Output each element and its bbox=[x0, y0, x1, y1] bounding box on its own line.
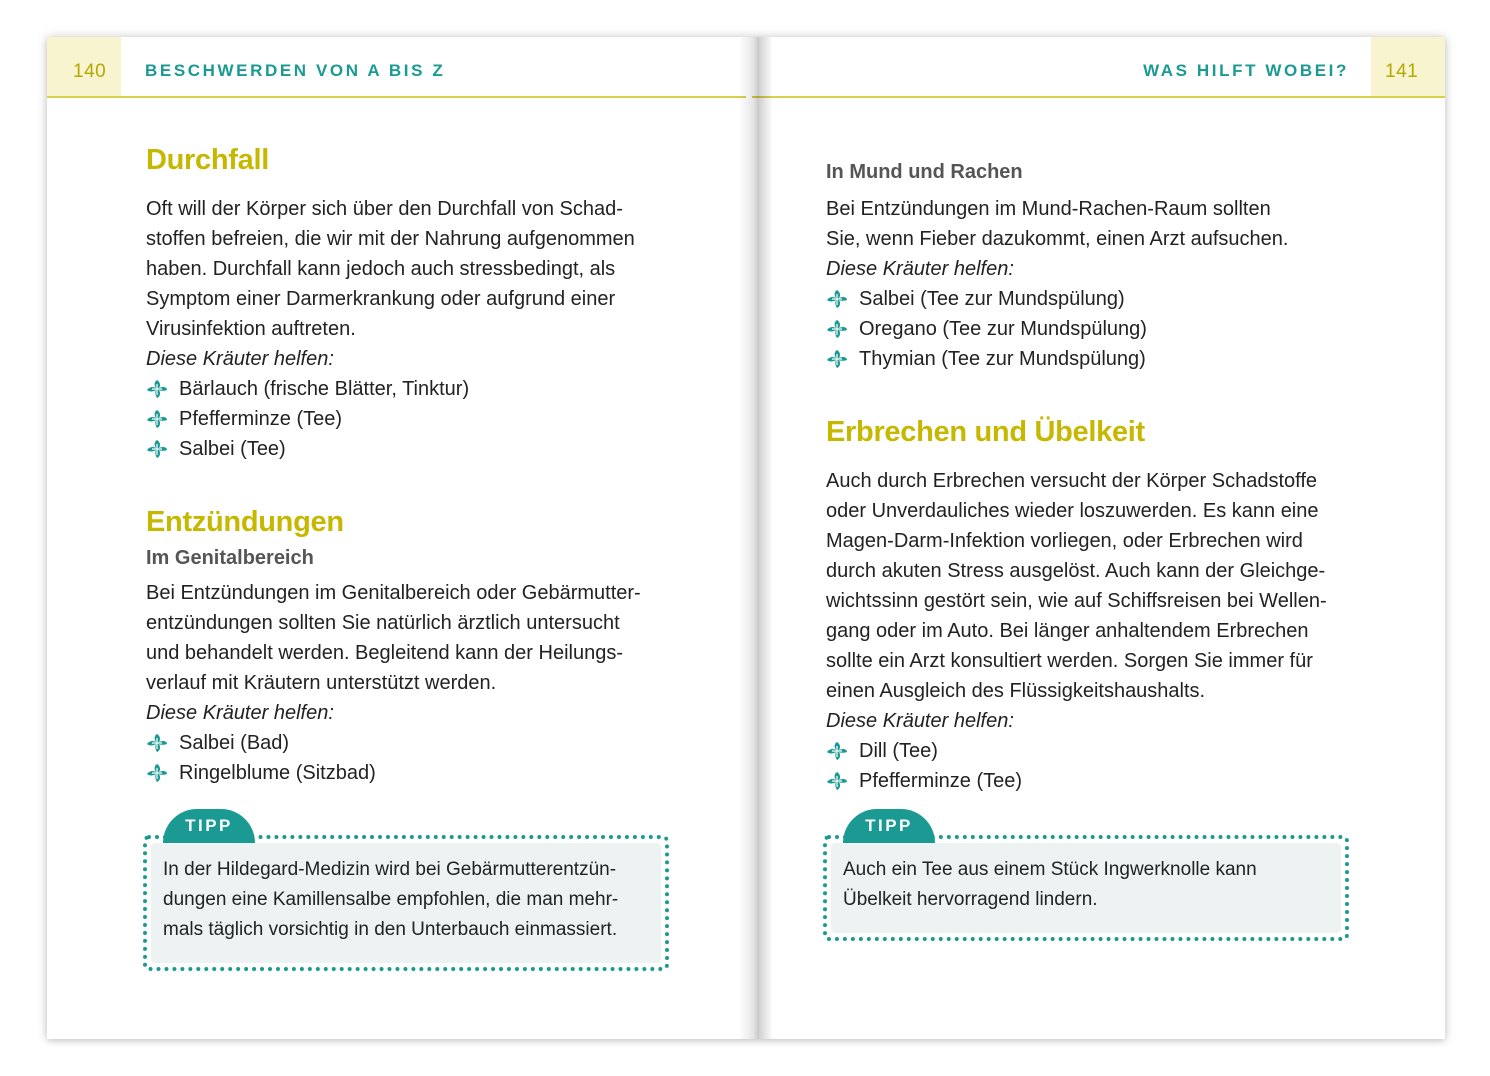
left-column bbox=[146, 142, 686, 788]
heading-durchfall: Durchfall bbox=[146, 144, 269, 176]
herb-name: Thymian (Tee zur Mundspülung) bbox=[859, 348, 1146, 370]
subheading-genitalbereich: Im Genitalbereich bbox=[146, 547, 314, 569]
herb-leaf-icon bbox=[146, 763, 168, 783]
entzuendungen-body bbox=[146, 578, 686, 698]
herb-list-item bbox=[146, 434, 686, 464]
herb-leaf-icon bbox=[826, 349, 848, 369]
text-line: gang oder im Auto. Bei länger anhaltendem Erbrechen bbox=[826, 620, 1309, 642]
tip-line: In der Hildegard-Medizin wird bei Gebärmutterentzün- bbox=[163, 859, 617, 880]
text-line: wichtssinn gestört sein, wie auf Schiffsreisen bei Wellen- bbox=[826, 590, 1327, 612]
tip-text bbox=[843, 855, 1343, 915]
herb-list-item bbox=[146, 728, 686, 758]
text-line: Symptom einer Darmerkrankung oder aufgrund einer bbox=[146, 288, 616, 310]
text-line: Magen-Darm-Infektion vorliegen, oder Erbrechen wird bbox=[826, 530, 1303, 552]
herb-leaf-icon bbox=[146, 379, 168, 399]
herb-list-item bbox=[826, 766, 1366, 796]
spine-shadow-right bbox=[759, 37, 773, 1039]
herb-leaf-icon bbox=[826, 289, 848, 309]
left-header-rule bbox=[47, 96, 746, 98]
right-page-number: 141 bbox=[1385, 61, 1419, 82]
text-line: und behandelt werden. Begleitend kann der Heilungs- bbox=[146, 642, 624, 664]
herb-list-erbrechen bbox=[826, 736, 1366, 796]
herb-list-mund bbox=[826, 284, 1366, 374]
herb-name: Salbei (Tee zur Mundspülung) bbox=[859, 288, 1125, 310]
subheading-mund-rachen: In Mund und Rachen bbox=[826, 161, 1023, 183]
herb-leaf-icon bbox=[826, 741, 848, 761]
text-line: oder Unverdauliches wieder loszuwerden. Es kann eine bbox=[826, 500, 1319, 522]
text-line: Bei Entzündungen im Mund-Rachen-Raum sollten bbox=[826, 198, 1271, 220]
herb-list-item bbox=[826, 344, 1366, 374]
herb-list-item bbox=[146, 374, 686, 404]
herb-name: Pfefferminze (Tee) bbox=[179, 408, 343, 430]
herb-name: Bärlauch (frische Blätter, Tinktur) bbox=[179, 378, 470, 400]
text-line: haben. Durchfall kann jedoch auch stressbedingt, als bbox=[146, 258, 616, 280]
tip-label: TIPP bbox=[163, 809, 255, 843]
left-page-number: 140 bbox=[73, 61, 107, 82]
heading-entzuendungen: Entzündungen bbox=[146, 506, 344, 538]
text-line: stoffen befreien, die wir mit der Nahrung aufgenommen bbox=[146, 228, 635, 250]
left-running-head: BESCHWERDEN VON A BIS Z bbox=[145, 61, 446, 80]
tip-line: Übelkeit hervorragend lindern. bbox=[843, 889, 1098, 910]
herb-list-item bbox=[826, 284, 1366, 314]
right-column bbox=[826, 158, 1366, 796]
text-line: Bei Entzündungen im Genitalbereich oder Gebärmutter- bbox=[146, 582, 641, 604]
durchfall-body bbox=[146, 194, 686, 344]
herb-list-item bbox=[146, 758, 686, 788]
text-line: Sie, wenn Fieber dazukommt, einen Arzt aufsuchen. bbox=[826, 228, 1289, 250]
herb-list-item bbox=[826, 736, 1366, 766]
text-line: Virusinfektion auftreten. bbox=[146, 318, 356, 340]
herbs-label: Diese Kräuter helfen: bbox=[826, 258, 1014, 280]
tip-line: mals täglich vorsichtig in den Unterbauch einmassiert. bbox=[163, 919, 618, 940]
herb-list-item bbox=[146, 404, 686, 434]
herb-name: Salbei (Bad) bbox=[179, 732, 290, 754]
herbs-label: Diese Kräuter helfen: bbox=[146, 348, 334, 370]
herb-name: Salbei (Tee) bbox=[179, 438, 286, 460]
tip-line: Auch ein Tee aus einem Stück Ingwerknolle kann bbox=[843, 859, 1257, 880]
herb-name: Oregano (Tee zur Mundspülung) bbox=[859, 318, 1147, 340]
right-header-rule bbox=[752, 96, 1445, 98]
text-line: Auch durch Erbrechen versucht der Körper Schadstoffe bbox=[826, 470, 1318, 492]
herb-list-durchfall bbox=[146, 374, 686, 464]
tip-label: TIPP bbox=[843, 809, 935, 843]
text-line: entzündungen sollten Sie natürlich ärztlich untersucht bbox=[146, 612, 620, 634]
heading-erbrechen: Erbrechen und Übelkeit bbox=[826, 416, 1145, 448]
herbs-label: Diese Kräuter helfen: bbox=[826, 710, 1014, 732]
herb-leaf-icon bbox=[826, 771, 848, 791]
spine-shadow-left bbox=[739, 37, 759, 1039]
mund-body bbox=[826, 194, 1366, 254]
tip-box-right bbox=[823, 809, 1349, 941]
herb-name: Pfefferminze (Tee) bbox=[859, 770, 1023, 792]
herbs-label: Diese Kräuter helfen: bbox=[146, 702, 334, 724]
text-line: Oft will der Körper sich über den Durchfall von Schad- bbox=[146, 198, 623, 220]
herb-leaf-icon bbox=[146, 733, 168, 753]
herb-name: Dill (Tee) bbox=[859, 740, 938, 762]
tip-box-left bbox=[143, 809, 669, 971]
tip-text bbox=[163, 855, 663, 945]
herb-leaf-icon bbox=[826, 319, 848, 339]
text-line: sollte ein Arzt konsultiert werden. Sorgen Sie immer für bbox=[826, 650, 1313, 672]
erbrechen-body bbox=[826, 466, 1366, 706]
book-spread bbox=[47, 37, 1445, 1039]
tip-line: dungen eine Kamillensalbe empfohlen, die man mehr- bbox=[163, 889, 619, 910]
herb-leaf-icon bbox=[146, 409, 168, 429]
text-line: durch akuten Stress ausgelöst. Auch kann der Gleichge- bbox=[826, 560, 1326, 582]
herb-list-entzuendungen bbox=[146, 728, 686, 788]
herb-leaf-icon bbox=[146, 439, 168, 459]
herb-list-item bbox=[826, 314, 1366, 344]
text-line: verlauf mit Kräutern unterstützt werden. bbox=[146, 672, 497, 694]
herb-name: Ringelblume (Sitzbad) bbox=[179, 762, 376, 784]
text-line: einen Ausgleich des Flüssigkeitshaushalts. bbox=[826, 680, 1206, 702]
right-running-head: WAS HILFT WOBEI? bbox=[1143, 61, 1349, 80]
